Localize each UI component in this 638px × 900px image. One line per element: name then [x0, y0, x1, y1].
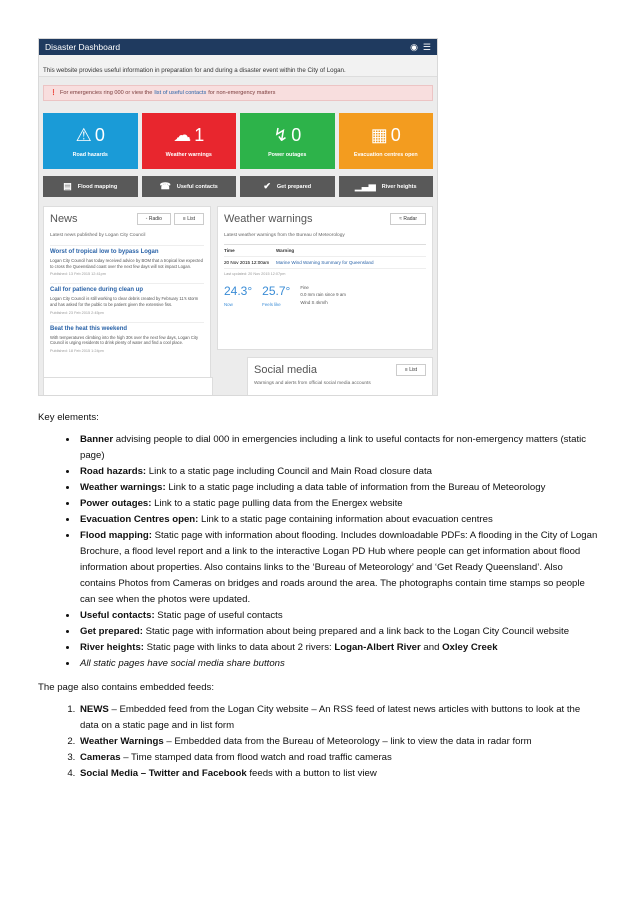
dashboard-screenshot: [38, 38, 438, 396]
news-subtitle: Latest news published by Logan City Council: [50, 233, 146, 238]
list-item: • Get prepared: Static page with information about being prepared and a link back to the Logan City Council website: [78, 624, 598, 640]
useful-contacts-button[interactable]: ☎ Useful contacts: [142, 176, 237, 197]
news-headline[interactable]: Call for patience during clean up: [50, 287, 144, 294]
temperature-readout: 24.3° Now 25.7° Feels like Fine 0.0 mm rain since 9 am Wind S 4km/h: [224, 284, 346, 307]
list-item: • River heights: Static page with links to data about 2 rivers: Logan-Albert River and Oxley Creek: [78, 640, 598, 656]
useful-contacts-link[interactable]: list of useful contacts: [154, 90, 207, 96]
list-item: 1. NEWS – Embedded feed from the Logan City website – An RSS feed of latest news articles with buttons to look at the data on a static page and in list form: [78, 702, 598, 734]
map-icon: ▤: [63, 181, 72, 191]
list-item: • Power outages: Link to a static page pulling data from the Energex website: [78, 496, 598, 512]
news-title: News: [50, 213, 78, 225]
bars-icon: ▁▃▅: [354, 181, 376, 191]
condition-text: Fine: [300, 285, 309, 290]
list-item: 4. Social Media – Twitter and Facebook feeds with a button to list view: [78, 766, 598, 782]
tile-evacuation-centres[interactable]: ▦ 0 Evacuation centres open: [339, 113, 434, 169]
get-prepared-button[interactable]: ✔ Get prepared: [240, 176, 335, 197]
warnings-table: [224, 244, 426, 269]
briefcase-icon: ▦: [370, 124, 388, 145]
social-subtitle: Warnings and alerts from official social media accounts: [254, 381, 371, 386]
list-item: • Flood mapping: Static page with information about flooding. Includes downloadable PDFs: A flooding in the City of Logan Brochure, a flood level report and a link to the interactive Logan PD Hub where people can get information about flood information about properties. Also contains links to the ‘Bureau of Meteorology’ and ‘Get Ready Queensland’. Also contains Photos from Cameras on bridges and roads around the area. The photographs contain time stamps so people can see when the photos were updated.: [78, 528, 598, 608]
document-body: [38, 410, 598, 782]
list-item: • Useful contacts: Static page of useful contacts: [78, 608, 598, 624]
news-panel-lower: [43, 377, 213, 396]
feeds-heading: The page also contains embedded feeds:: [38, 682, 215, 693]
top-bar: [39, 39, 437, 55]
list-item: Call for patience during clean up Logan City Council is still working to clear debris created by February 11's storm and has asked for the public to be patient given the extensive fiss. Published: 23 Feb 2015 2:45pm: [50, 283, 204, 314]
feeds-list: [38, 702, 598, 782]
list-item: • All static pages have social media share buttons: [78, 656, 598, 672]
list-item: • Banner advising people to dial 000 in emergencies including a link to useful contacts for non-emergency matters (static page): [78, 432, 598, 464]
list-item: • Weather warnings: Link to a static page including a data table of information from the Bureau of Meteorology: [78, 480, 598, 496]
news-panel: [43, 206, 211, 382]
list-item: 3. Cameras – Time stamped data from flood watch and road traffic cameras: [78, 750, 598, 766]
menu-icon[interactable]: ☰: [422, 41, 431, 52]
app-title: Disaster Dashboard: [45, 42, 121, 52]
list-icon: ≡: [404, 367, 410, 373]
cloud-icon: ☁: [173, 124, 192, 145]
tile-power-outages[interactable]: ↯ 0 Power outages: [240, 113, 335, 169]
wifi-icon: ≈: [399, 216, 404, 222]
updated-text: Last updated: 20 Nov 2015 12:07pm: [224, 272, 286, 276]
news-radio-tab[interactable]: ◦ Radio: [137, 213, 171, 225]
table-header: Time Warning: [224, 245, 426, 257]
info-icon: ❗: [50, 90, 57, 96]
phone-icon: ☎: [159, 181, 171, 191]
social-list-tab[interactable]: ≡ List: [396, 364, 426, 376]
wind-text: Wind S 4km/h: [300, 299, 328, 305]
globe-icon[interactable]: ◉: [410, 41, 418, 52]
key-elements-heading: Key elements:: [38, 412, 99, 423]
rain-text: 0.0 mm rain since 9 am: [300, 292, 346, 298]
key-elements-list: [38, 432, 598, 672]
river-heights-button[interactable]: ▁▃▅ River heights: [339, 176, 434, 197]
flood-mapping-button[interactable]: ▤ Flood mapping: [43, 176, 138, 197]
temp-feels-like: 25.7°: [262, 284, 291, 298]
nav-buttons: [43, 176, 433, 197]
weather-title: Weather warnings: [224, 213, 313, 225]
status-tiles: [43, 113, 433, 169]
social-panel: [247, 357, 433, 396]
check-icon: ✔: [263, 181, 271, 191]
list-item: Worst of tropical low to bypass Logan Logan City Council has today received advice by BOM that a tropical low expected to cross the Queensland coast over the next few days will not impact Logan. Published: 13 Feb 2015 12:41pm: [50, 245, 204, 276]
intro-text: This website provides useful information in preparation for and during a disaster event within the City of Logan.: [39, 55, 437, 77]
social-title: Social media: [254, 364, 317, 376]
radio-icon: ◦: [145, 216, 149, 222]
list-item: 2. Weather Warnings – Embedded data from the Bureau of Meteorology – link to view the data in radar form: [78, 734, 598, 750]
tile-weather-warnings[interactable]: ☁ 1 Weather warnings: [142, 113, 237, 169]
lightning-icon: ↯: [273, 124, 289, 145]
tile-road-hazards[interactable]: ⚠ 0 Road hazards: [43, 113, 138, 169]
temp-now: 24.3°: [224, 284, 253, 298]
list-item: • Evacuation Centres open: Link to a static page containing information about evacuation centres: [78, 512, 598, 528]
table-row: 20 Nov 2015 12:00am Marine Wind Warning Summary for Queensland: [224, 257, 426, 269]
weather-panel: [217, 206, 433, 350]
list-item: Beat the heat this weekend With temperatures climbing into the high 30s over the next few days, Logan City Council is urging residents to drink plenty of water and find a cool place. Published: 18 Feb 2015 1:24pm: [50, 322, 204, 353]
weather-radar-tab[interactable]: ≈ Radar: [390, 213, 426, 225]
warning-icon: ⚠: [75, 124, 92, 145]
news-list-tab[interactable]: ≡ List: [174, 213, 204, 225]
warning-link[interactable]: Marine Wind Warning Summary for Queensland: [276, 260, 374, 265]
list-item: • Road hazards: Link to a static page including Council and Main Road closure data: [78, 464, 598, 480]
emergency-banner: ❗ For emergencies ring 000 or view the list of useful contacts for non-emergency matters: [43, 85, 433, 101]
news-headline[interactable]: Beat the heat this weekend: [50, 325, 128, 332]
weather-subtitle: Latest weather warnings from the Bureau of Meteorology: [224, 233, 345, 238]
list-icon: ≡: [182, 216, 188, 222]
news-headline[interactable]: Worst of tropical low to bypass Logan: [50, 249, 159, 255]
